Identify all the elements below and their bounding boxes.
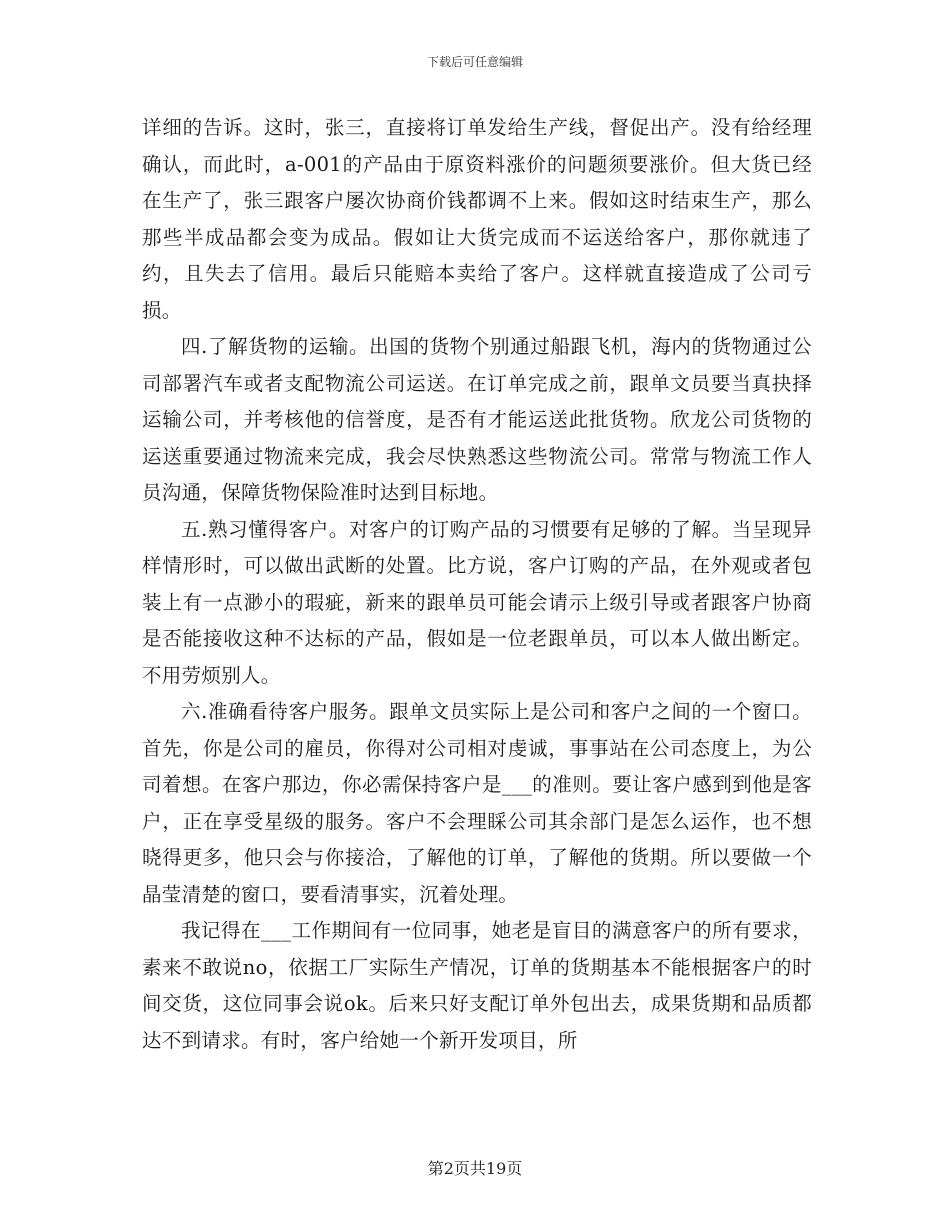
paragraph-know-customer: 五.熟习懂得客户。对客户的订购产品的习惯要有足够的了解。当呈现异样情形时，可以做出武断的处置。比方说，客户订购的产品，在外观或者包装上有一点渺小的瑕疵，新来的跟单员可能会请示上级引导或者跟客户协商是否能接收这种不达标的产品，假如是一位老跟单员，可以本人做出断定。不用劳烦别人。: [142, 517, 812, 687]
page-header: 下载后可任意编辑: [426, 55, 523, 69]
paragraph-colleague-story: 我记得在___工作期间有一位同事，她老是盲目的满意客户的所有要求，素来不敢说no，依据工厂实际生产情况，订单的货期基本不能根据客户的时间交货，这位同事会说ok。后来只好支配订单外包出去，成果货期和品质都达不到请求。有时，客户给她一个新开发项目，所: [142, 919, 812, 1052]
paragraph-transport: 四.了解货物的运输。出国的货物个别通过船跟飞机，海内的货物通过公司部署汽车或者支配物流公司运送。在订单完成之前，跟单文员要当真抉择运输公司，并考核他的信誉度，是否有才能运送此批货物。欣龙公司货物的运送重要通过物流来完成，我会尽快熟悉这些物流公司。常常与物流工作人员沟通，保障货物保险准时达到目标地。: [142, 335, 812, 504]
paragraph-customer-service: 六.准确看待客户服务。跟单文员实际上是公司和客户之间的一个窗口。首先，你是公司的雇员，你得对公司相对虔诚，事事站在公司态度上，为公司着想。在客户那边，你必需保持客户是___的准则。要让客户感到到他是客户，正在享受星级的服务。客户不会理睬公司其余部门是怎么运作，也不想晓得更多，他只会与你接洽，了解他的订单，了解他的货期。所以要做一个晶莹清楚的窗口，要看清事实，沉着处理。: [142, 700, 812, 906]
paragraph-continuation: 详细的告诉。这时，张三，直接将订单发给生产线，督促出产。没有给经理确认，而此时，a-001的产品由于原资料涨价的问题须要涨价。但大货已经在生产了，张三跟客户屡次协商价钱都调不上来。假如这时结束生产，那么那些半成品都会变为成品。假如让大货完成而不运送给客户，那你就违了约，且失去了信用。最后只能赔本卖给了客户。这样就直接造成了公司亏损。: [142, 116, 812, 322]
page-footer: 第2页共19页: [427, 1159, 523, 1178]
document-body: [142, 110, 812, 1059]
